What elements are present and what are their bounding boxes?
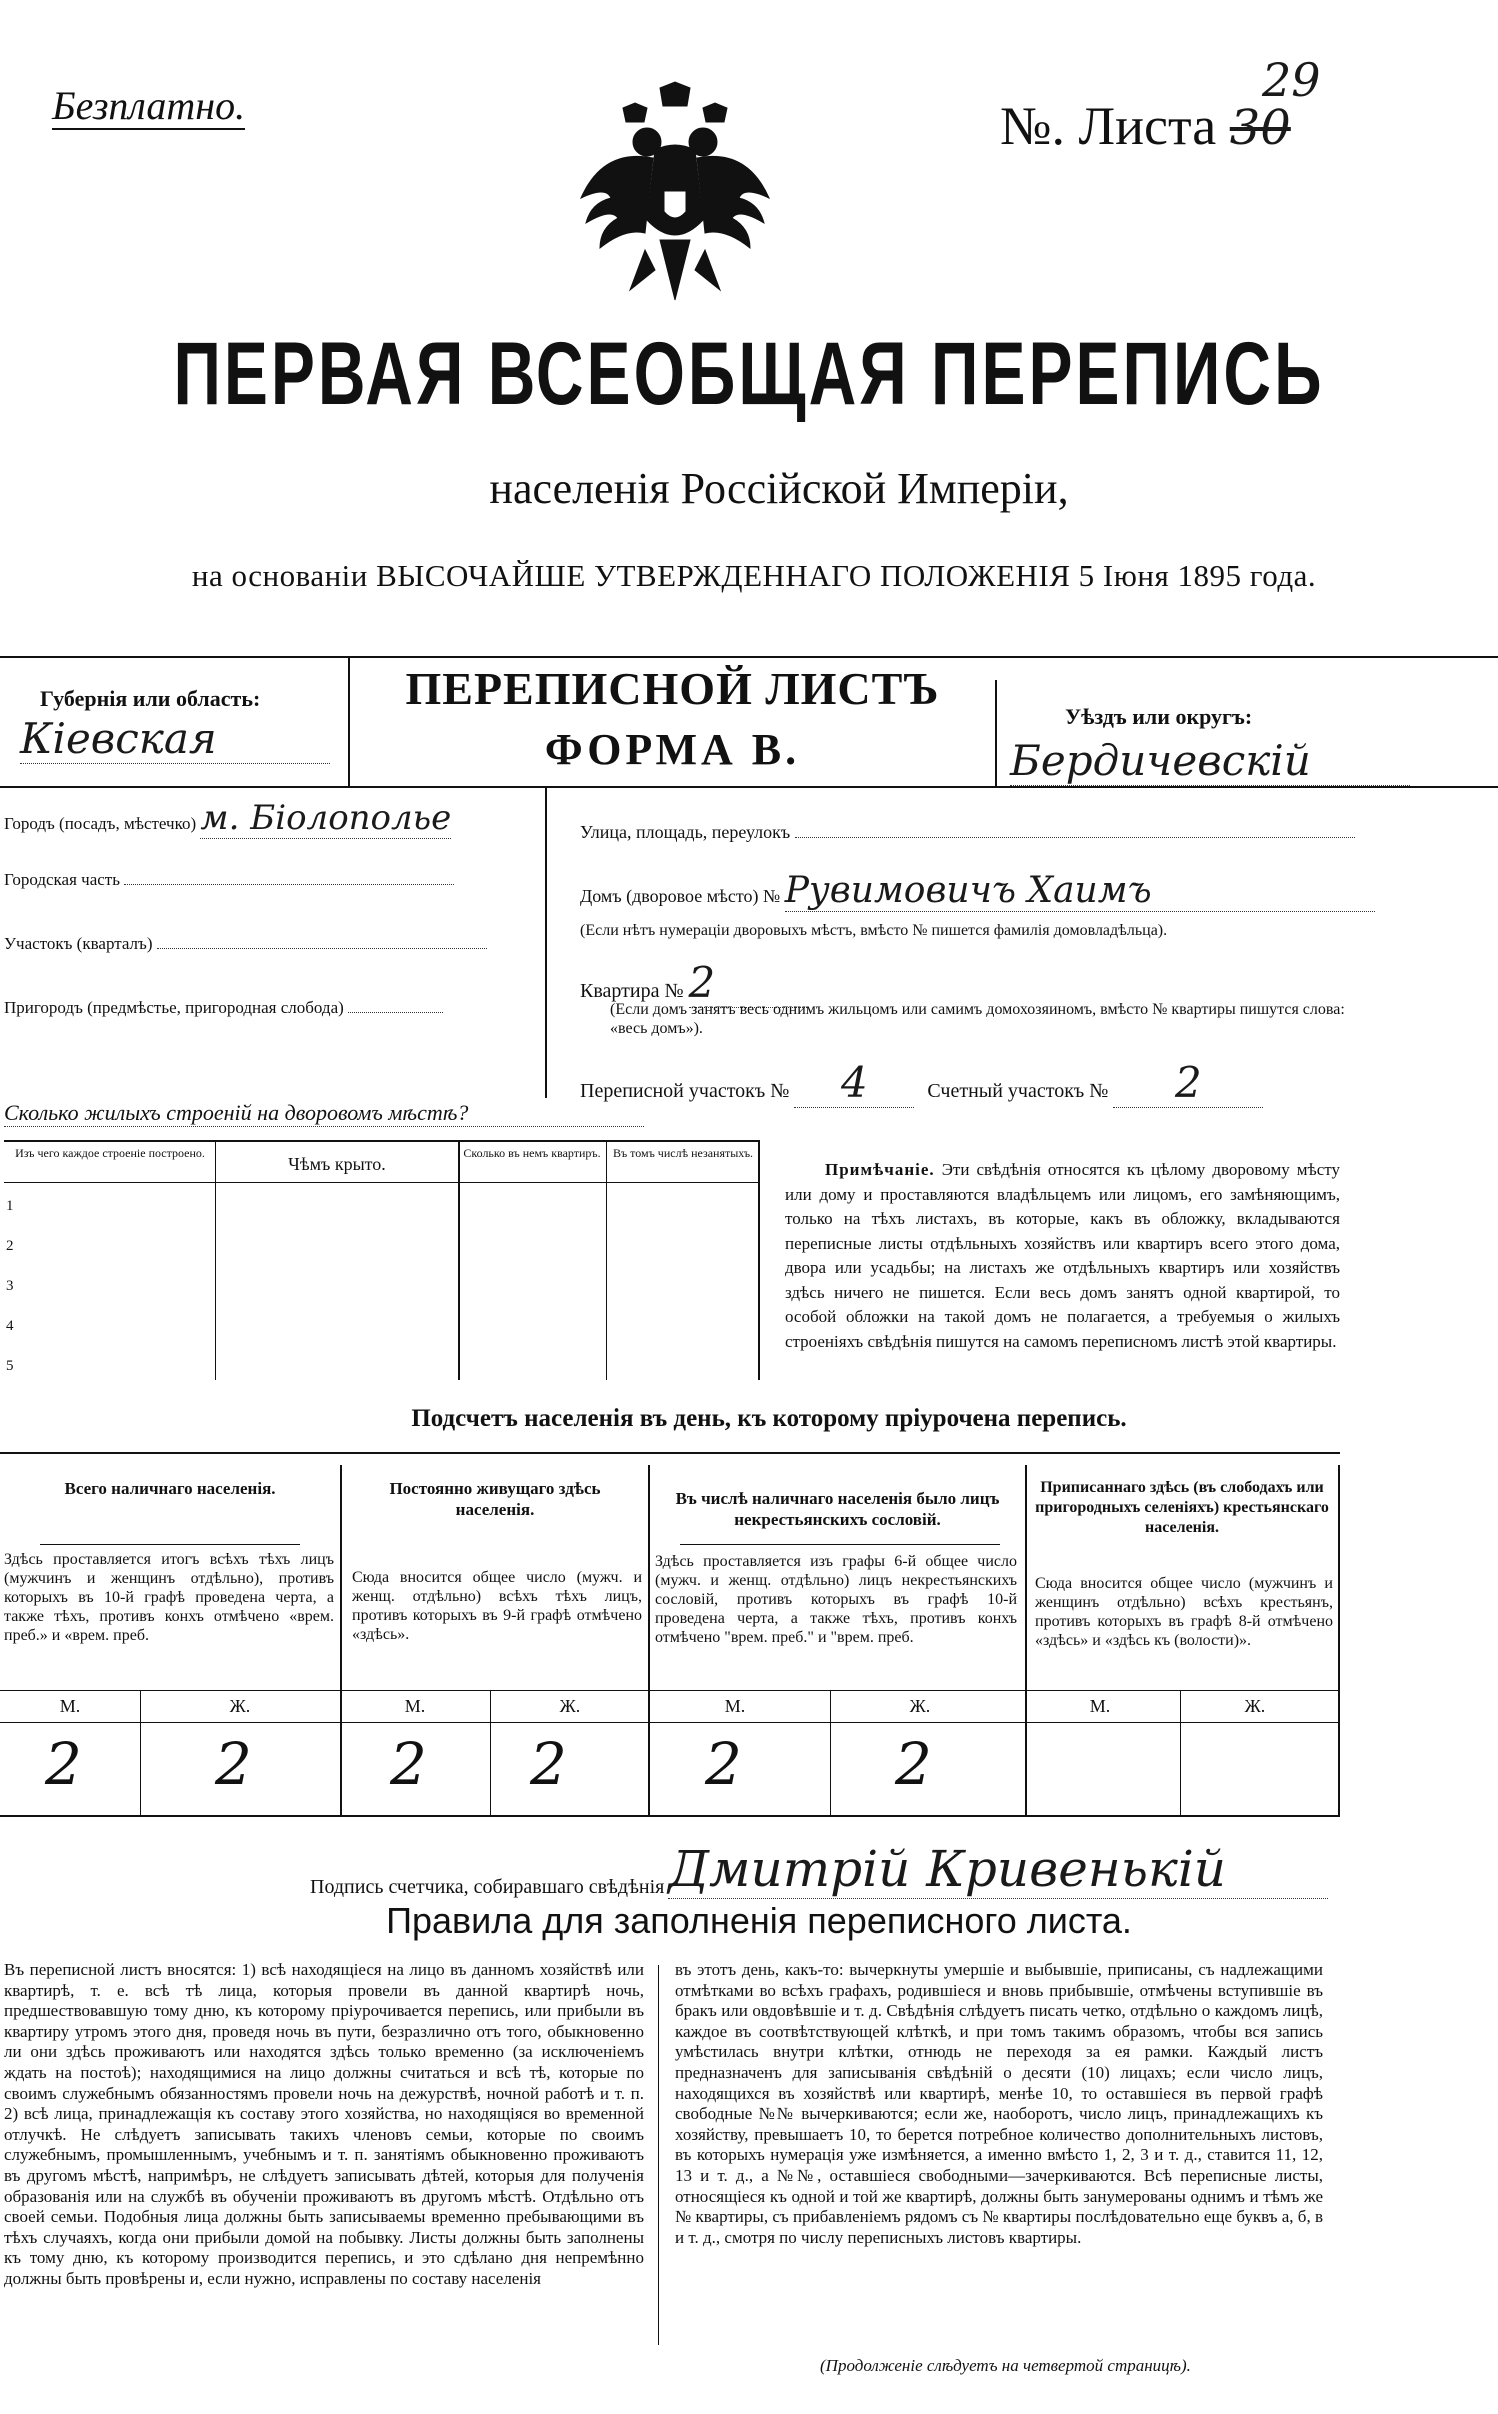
pop-col1-body: Здѣсь проставляется итогъ всѣхъ тѣхъ лицъ (мужчинъ и женщинъ отдѣльно), противъ которыхъ въ 10-й графѣ проведена черта, а также тѣхъ, противъ конхъ отмѣчено «врем. преб.» и «врем. преб. <box>4 1551 334 1644</box>
col-apartments: Сколько въ немъ квартиръ. <box>463 1146 601 1160</box>
building-row-5: 5 <box>6 1358 14 1374</box>
house-note: (Если нѣтъ нумераціи дворовыхъ мѣстъ, вмѣсто № пишется фамилія домовладѣльца). <box>580 922 1168 939</box>
house-label: Домъ (дворовое мѣсто) № <box>580 886 781 906</box>
note-text: Эти свѣдѣнія относятся къ цѣлому дворовому мѣсту или дому и проставляются владѣльцемъ или лицомъ, его замѣняющимъ, только на тѣхъ листахъ, въ которые, какъ въ обложку, вкладываются переписные листы отдѣльныхъ хозяйствъ или квартиръ всего этого дома, двора или усадьбы; на листахъ же отдѣльныхъ квартиръ или хозяйствъ здѣсь ничего не пишется. Если весь домъ занятъ одной квартирой, то особой обложки на такой домъ не полагается, а требуемыя о жилыхъ строеніяхъ свѣдѣнія пишутся на самомъ переписномъ листѣ этой квартиры. <box>785 1160 1341 1351</box>
precinct-label: Участокъ (кварталъ) <box>4 934 153 953</box>
buildings-note <box>785 1158 1340 1354</box>
page-title: ПЕРВАЯ ВСЕОБЩАЯ ПЕРЕПИСЬ <box>173 323 1325 423</box>
pop-col3-f-label: Ж. <box>909 1696 931 1716</box>
pop-col2-body: Сюда вносится общее число (мужч. и женщ. отдѣльно) всѣхъ тѣхъ лицъ, противъ которыхъ въ 9-й графѣ отмѣчено «здѣсь». <box>352 1569 642 1643</box>
pop-col4-m-label: М. <box>1089 1696 1111 1716</box>
buildings-question: Сколько жилыхъ строеній на дворовомъ мѣстѣ? <box>4 1100 644 1127</box>
col-vacant: Въ томъ числѣ незанятыхъ. <box>612 1146 754 1160</box>
note-title: Примѣчаніе. <box>825 1160 935 1179</box>
pop-col2-f-label: Ж. <box>559 1696 581 1716</box>
building-row-4: 4 <box>6 1318 14 1334</box>
pop-col1-head: Всего наличнаго населенія. <box>64 1479 276 1498</box>
imperial-eagle-icon <box>575 80 775 320</box>
sheet-number-value: 29 <box>1262 53 1321 107</box>
pop-col1-m-label: М. <box>59 1696 81 1716</box>
house-row <box>580 870 1480 912</box>
areas-row <box>580 1058 1263 1108</box>
census-area-label: Переписной участокъ № <box>580 1080 790 1102</box>
pop-col1-f-label: Ж. <box>229 1696 251 1716</box>
pop-col3-f-value: 2 <box>895 1730 932 1798</box>
district-value: Бердичевскій <box>1010 736 1410 786</box>
street-row <box>580 822 1480 843</box>
rules-left-column: Въ переписной листъ вносятся: 1) всѣ находящіеся на лицо въ данномъ хозяйствѣ или квартирѣ, т. е. всѣ тѣ лица, которыя провели въ данной квартирѣ ночь, предшествовавшую тому дню, къ которому пріурочивается перепись, или прибыли въ квартиру утромъ этого дня, проведя ночь въ пути, безразлично отъ того, обыкновенно ли они здѣсь проживаютъ или находятся здѣсь только временно (за исключеніемъ ждать на постоѣ); находящимися на лицо должны считаться и всѣ тѣ, которые по своимъ служебнымъ обязанностямъ провели ночь на дежурствѣ, ночной работѣ и т. п. 2) всѣ лица, принадлежащія къ составу этого хозяйства, но находящіяся во временной отлучкѣ. Не слѣдуетъ записывать такихъ членовъ семьи, которые по своимъ служебнымъ, промышленнымъ, учебнымъ и т. п. занятіямъ обыкновенно проживаютъ въ другомъ мѣстѣ, напримѣръ, не слѣдуетъ записывать дѣтей, которыя для полученія образованія или на службѣ въ обученіи проживаютъ въ другомъ мѣстѣ. Отдѣльно отъ своей семьи. Подобныя лица должны быть записываемы временно пребывающими въ тѣхъ случаяхъ, когда они прибыли домой на побывку. Листы должны быть заполнены къ тому дню, къ которому производится перепись, и это сдѣлано дня непремѣнно должны быть провѣрены и, если нужно, исправлены по составу населенія <box>4 1960 644 2288</box>
rules-continued: (Продолженіе слѣдуетъ на четвертой страницѣ). <box>820 2356 1191 2375</box>
sheet-number <box>1000 53 1321 157</box>
street-label: Улица, площадь, переулокъ <box>580 822 791 842</box>
pop-col2-head: Постоянно живущаго здѣсь населенія. <box>389 1479 601 1519</box>
pop-col4-f-label: Ж. <box>1244 1696 1266 1716</box>
pop-col3-body: Здѣсь проставляется изъ графы 6-й общее число (мужч. и женщ. отдѣльно) лицъ некрестьянскихъ сословій, противъ которыхъ въ графѣ 10-й проведена черта, а также тѣхъ, противъ конхъ отмѣчено "врем. преб." и "врем. преб. <box>655 1553 1017 1646</box>
province-label: Губернія или область: <box>40 686 261 711</box>
legal-basis: на основаніи ВЫСОЧАЙШЕ УТВЕРЖДЕННАГО ПОЛОЖЕНІЯ 5 Іюня 1895 года. <box>191 558 1317 593</box>
pop-col3-m-value: 2 <box>705 1730 742 1798</box>
census-area-value: 4 <box>794 1058 914 1108</box>
form-sheet-title: ПЕРЕПИСНОЙ ЛИСТЪ <box>405 663 940 714</box>
pop-col4-body: Сюда вносится общее число (мужчинъ и женщинъ отдѣльно) всѣхъ крестьянъ, противъ которыхъ въ графѣ 8-й отмѣчено «здѣсь» и «здѣсь къ (волости)». <box>1035 1575 1333 1649</box>
city-part-row <box>4 870 534 890</box>
district-label: Уѣздъ или округъ: <box>1065 704 1253 729</box>
col-material: Изъ чего каждое строеніе построено. <box>15 1146 205 1160</box>
signature-row <box>310 1840 1328 1899</box>
count-area-label: Счетный участокъ № <box>927 1080 1109 1102</box>
apartment-value: 2 <box>689 958 809 1008</box>
pop-col4-head: Приписаннаго здѣсь (въ слободахъ или пригородныхъ селеніяхъ) крестьянскаго населенія. <box>1035 1479 1329 1536</box>
building-row-3: 3 <box>6 1278 14 1294</box>
form-name: ФОРМА В. <box>544 725 801 774</box>
pop-col1-m-value: 2 <box>45 1730 82 1798</box>
apartment-note: (Если домъ занятъ весь однимъ жильцомъ или самимъ домохозяиномъ, вмѣсто № квартиры пишутся слова: «весь домъ»). <box>610 1001 1345 1037</box>
pop-col1-f-value: 2 <box>215 1730 252 1798</box>
suburb-label: Пригородъ (предмѣстье, пригородная слобода) <box>4 998 344 1017</box>
pop-col3-m-label: М. <box>724 1696 746 1716</box>
suburb-row <box>4 998 544 1018</box>
city-row <box>4 798 544 838</box>
signature-value: Дмитрій Кривенькій <box>668 1840 1328 1899</box>
city-part-label: Городская часть <box>4 870 120 889</box>
population-title: Подсчетъ населенія въ день, къ которому пріурочена перепись. <box>411 1405 1127 1432</box>
sheet-number-label: №. Листа <box>1000 96 1217 156</box>
building-row-2: 2 <box>6 1238 14 1254</box>
building-rows <box>6 1186 14 1386</box>
pop-col2-m-value: 2 <box>390 1730 427 1798</box>
apartment-label: Квартира № <box>580 980 684 1002</box>
house-value: Рувимовичъ Хаимъ <box>785 870 1375 912</box>
buildings-table <box>4 1140 760 1380</box>
pop-col2-f-value: 2 <box>530 1730 567 1798</box>
province-value: Кіевская <box>20 714 330 764</box>
signature-label: Подпись счетчика, собиравшаго свѣдѣнія <box>310 1876 665 1898</box>
pop-col3-head: Въ числѣ наличнаго населенія было лицъ некрестьянскихъ сословій. <box>675 1489 1000 1529</box>
col-roof: Чѣмъ крыто. <box>288 1154 386 1174</box>
precinct-row <box>4 934 534 954</box>
city-value: м. Біолополье <box>200 798 452 838</box>
pop-col2-m-label: М. <box>404 1696 426 1716</box>
rules-right-column: въ этотъ день, какъ-то: вычеркнуты умершіе и выбывшіе, приписаны, съ надлежащими отмѣтками во всѣхъ графахъ, родившіеся и вновь прибывшіе, отмѣчены вступившіе въ бракъ или овдовѣвшіе и т. д. Свѣдѣнія слѣдуетъ писать четко, отдѣльно о каждомъ лицѣ, каждое въ соотвѣтствующей клѣткѣ, и при томъ такимъ образомъ, чтобы вся запись умѣстилась внутри клѣтки, отнюдь не переходя за ея рамки. Каждый листъ предназначенъ для записыванія свѣдѣній о десяти (10) лицахъ; если число лицъ, находящихся въ хозяйствѣ или квартирѣ, менѣе 10, то оставшіеся въ первой графѣ свободные №№ вычеркиваются; если же, наоборотъ, число лицъ, принадлежащихъ къ хозяйству, превышаетъ 10, то берется потребное количество дополнительныхъ листовъ, въ которыхъ нумерація уже измѣняется, а именно вмѣсто 1, 2, 3 и т. д., ставится 11, 12, 13 и т. д., а №№, оставшіеся свободными—зачеркиваются. Всѣ переписные листы, относящіеся къ одной и той же квартирѣ, должны быть занумерованы однимъ и тѣмъ же № квартиры, съ прибавленіемъ рядомъ съ № квартиры послѣдовательно еще буквъ а, б, в и т. д., смотря по числу переписныхъ листовъ квартиры. <box>675 1960 1323 2247</box>
free-label: Безплатно. <box>52 83 246 128</box>
rules-title: Правила для заполненія переписного листа. <box>386 1900 1132 1941</box>
count-area-value: 2 <box>1113 1058 1263 1108</box>
city-label: Городъ (посадъ, мѣстечко) <box>4 814 197 833</box>
sheet-number-crossed: 30 <box>1229 100 1291 156</box>
building-row-1: 1 <box>6 1198 14 1214</box>
page-subtitle: населенія Россійской Имперіи, <box>489 464 1069 513</box>
